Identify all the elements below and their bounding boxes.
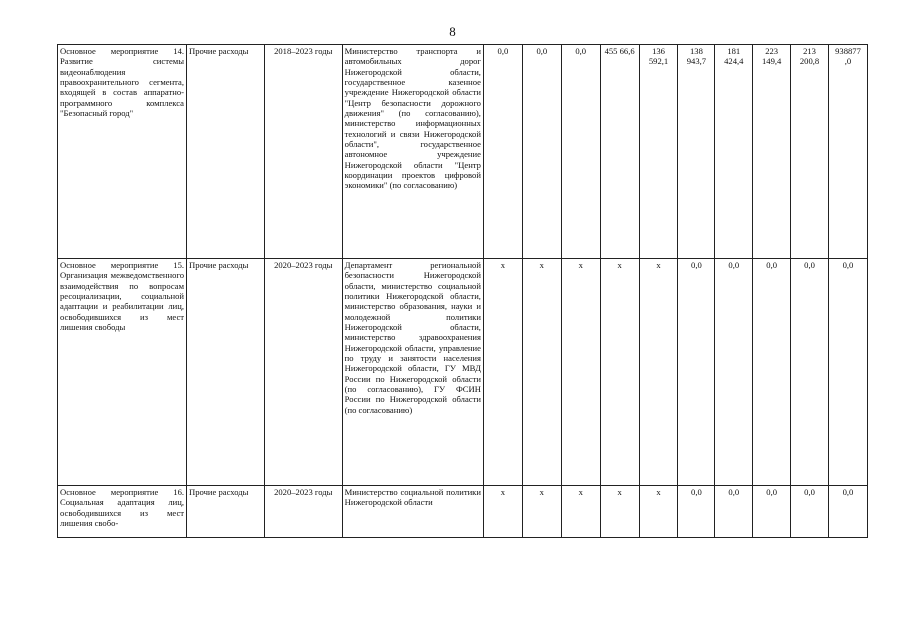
event-cell: Основное мероприятие 16. Социальная адаптация лиц, освободившихся из мест лишения свобо- (58, 486, 187, 538)
expense-type-cell: Прочие расходы (187, 45, 265, 259)
value-cell: 223 149,4 (753, 45, 791, 259)
executor-cell: Министерство социальной политики Нижегородской области (342, 486, 483, 538)
value-cell: х (561, 486, 600, 538)
value-cell: 0,0 (828, 259, 867, 486)
value-cell: х (561, 259, 600, 486)
value-cell: 0,0 (791, 259, 829, 486)
value-cell: 0,0 (715, 259, 753, 486)
value-cell: х (639, 259, 678, 486)
value-cell: 0,0 (522, 45, 561, 259)
value-cell: 0,0 (828, 486, 867, 538)
value-cell: 0,0 (753, 259, 791, 486)
table-row (58, 486, 868, 538)
value-cell: х (483, 259, 522, 486)
period-cell: 2018–2023 годы (264, 45, 342, 259)
value-cell: х (639, 486, 678, 538)
value-cell: 136 592,1 (639, 45, 678, 259)
value-cell: 213 200,8 (791, 45, 829, 259)
value-cell: х (600, 486, 639, 538)
value-cell: х (483, 486, 522, 538)
value-cell: х (522, 259, 561, 486)
expense-type-cell: Прочие расходы (187, 486, 265, 538)
value-cell: 0,0 (678, 259, 715, 486)
value-cell: 181 424,4 (715, 45, 753, 259)
value-cell: 0,0 (678, 486, 715, 538)
value-cell: 0,0 (791, 486, 829, 538)
budget-table (57, 44, 868, 538)
value-cell: 938877 ,0 (828, 45, 867, 259)
period-cell: 2020–2023 годы (264, 259, 342, 486)
value-cell: х (600, 259, 639, 486)
value-cell: 0,0 (753, 486, 791, 538)
table-row (58, 45, 868, 259)
value-cell: 455 66,6 (600, 45, 639, 259)
value-cell: 0,0 (561, 45, 600, 259)
executor-cell: Департамент региональной безопасности Нижегородской области, министерство социальной политики Нижегородской области, министерство образования, науки и молодежной политики Нижегородской области, министерство здравоохранения Нижегородской области, управление по труду и занятости населения Нижегородской области, ГУ МВД России по Нижегородской области (по согласованию), ГУ ФСИН России по Нижегородской области (по согласованию) (342, 259, 483, 486)
period-cell: 2020–2023 годы (264, 486, 342, 538)
expense-type-cell: Прочие расходы (187, 259, 265, 486)
event-cell: Основное мероприятие 14. Развитие системы видеонаблюдения правоохранительного сегмента, входящей в состав аппаратно-программного комплекса "Безопасный город" (58, 45, 187, 259)
table-row (58, 259, 868, 486)
executor-cell: Министерство транспорта и автомобильных дорог Нижегородской области, государственное казенное учреждение Нижегородской области "Центр безопасности дорожного движения" (по согласованию), министерство информационных технологий и связи Нижегородской области", государственное автономное учреждение Нижегородской области "Центр координации проектов цифровой экономики" (по согласованию) (342, 45, 483, 259)
page-number: 8 (449, 24, 456, 39)
value-cell: 138 943,7 (678, 45, 715, 259)
value-cell: х (522, 486, 561, 538)
event-cell: Основное мероприятие 15. Организация межведомственного взаимодействия по вопросам ресоциализации, социальной адаптации и реабилитации лиц, освободившихся из мест лишения свободы (58, 259, 187, 486)
value-cell: 0,0 (483, 45, 522, 259)
value-cell: 0,0 (715, 486, 753, 538)
